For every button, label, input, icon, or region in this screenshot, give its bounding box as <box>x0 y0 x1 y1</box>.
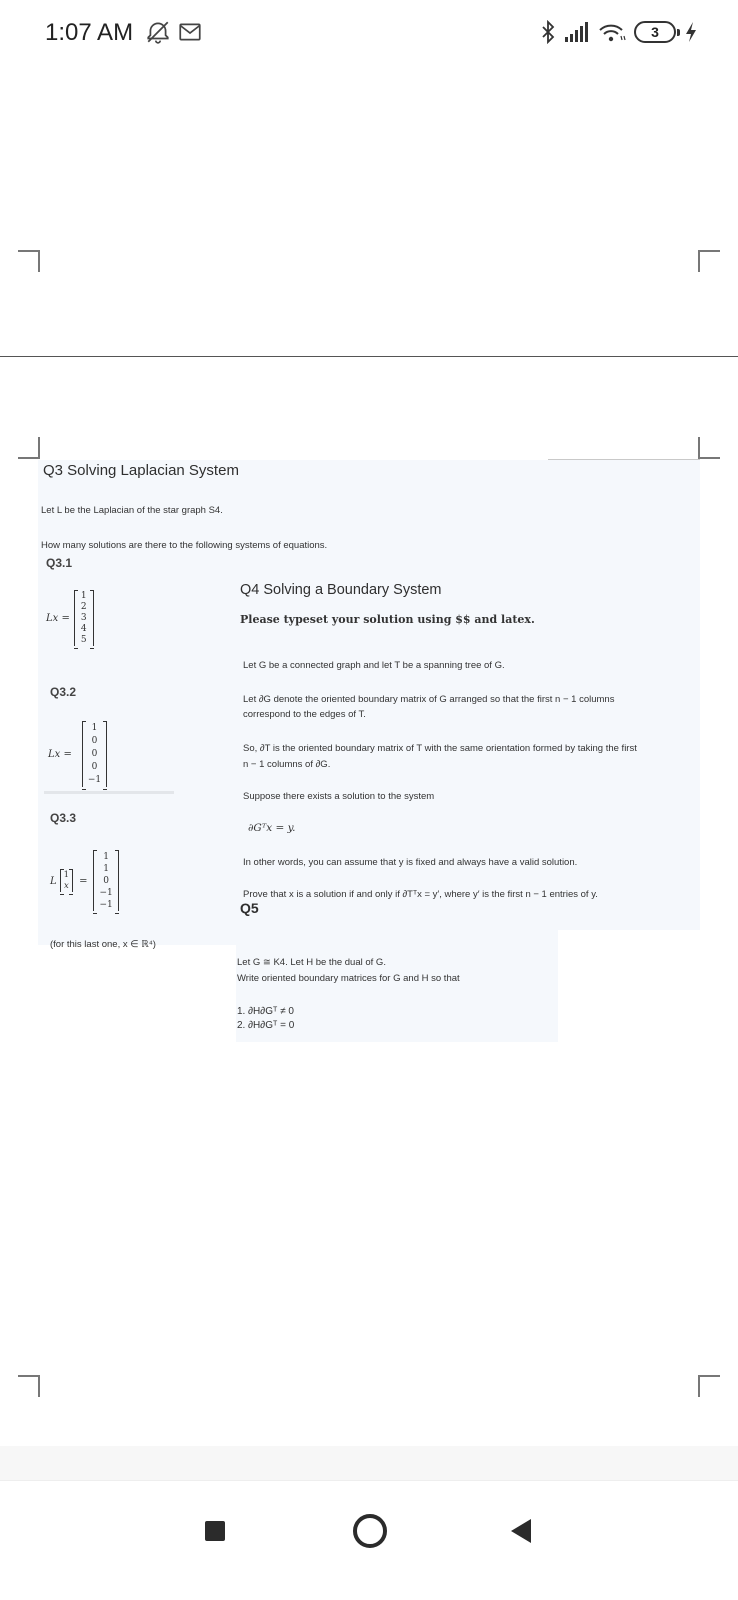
status-time: 1:07 AM <box>45 19 134 46</box>
bottom-band <box>0 1446 738 1480</box>
q4-title: Q4 Solving a Boundary System <box>240 582 442 598</box>
q32-equation <box>48 721 107 788</box>
alarm-off-icon <box>145 19 171 50</box>
vector-entry: 0 <box>91 749 98 759</box>
q33-lhs: L <box>50 875 57 887</box>
crop-corner-top-right-2[interactable] <box>698 1375 720 1397</box>
q3-question: How many solutions are there to the following systems of equations. <box>41 540 328 551</box>
crop-corner-bottom-left[interactable] <box>18 437 40 459</box>
q4-equation: ∂Gᵀx = y. <box>248 822 296 834</box>
q5-item2: 2. ∂H∂Gᵀ = 0 <box>237 1020 295 1031</box>
q33-input-vector <box>60 869 73 893</box>
q32-lhs: Lx = <box>48 749 72 760</box>
q4-line3a: So, ∂T is the oriented boundary matrix of T with the same orientation formed by taking the first <box>243 743 637 754</box>
q4-line2b: correspond to the edges of T. <box>243 709 366 720</box>
crop-corner-top-left[interactable] <box>18 250 40 272</box>
vector-entry: 0 <box>91 762 98 772</box>
q33-equals: = <box>79 875 88 887</box>
crop-corner-top-left-2[interactable] <box>18 1375 40 1397</box>
vector-entry: 0 <box>103 876 109 886</box>
q4-line1: Let G be a connected graph and let T be a spanning tree of G. <box>243 660 505 671</box>
q5-line2: Write oriented boundary matrices for G and H so that <box>237 973 460 984</box>
status-bar <box>0 0 738 66</box>
home-button[interactable] <box>353 1514 387 1548</box>
q4-line2a: Let ∂G denote the oriented boundary matrix of G arranged so that the first n − 1 columns <box>243 694 615 705</box>
q4-instruction: Please typeset your solution using $$ and latex. <box>240 613 535 626</box>
q33-note: (for this last one, x ∈ ℝ⁴) <box>50 939 156 950</box>
vector-entry: −1 <box>87 775 102 785</box>
q4-line4: Suppose there exists a solution to the system <box>243 791 435 802</box>
q4-line6: Prove that x is a solution if and only if ∂Tᵀx = y′, where y′ is the first n − 1 entries of y. <box>243 889 598 900</box>
q5-line1: Let G ≅ K4. Let H be the dual of G. <box>237 957 386 968</box>
vector-entry: 5 <box>80 635 87 645</box>
signal-icon <box>564 21 590 43</box>
q3-title: Q3 Solving Laplacian System <box>43 462 239 479</box>
q31-lhs: Lx = <box>46 613 70 624</box>
crop-divider <box>0 356 738 357</box>
vector-entry: 3 <box>80 613 87 623</box>
q31-label: Q3.1 <box>46 556 73 570</box>
vector-entry: −1 <box>99 900 113 910</box>
q32-vector <box>82 721 107 788</box>
vector-entry: x <box>63 881 69 891</box>
vector-entry: 1 <box>103 864 109 874</box>
bluetooth-icon <box>540 20 556 44</box>
q4-line3b: n − 1 columns of ∂G. <box>243 759 331 770</box>
q31-equation <box>46 590 94 647</box>
vector-entry: 4 <box>80 624 87 634</box>
q4-line5: In other words, you can assume that y is fixed and always have a valid solution. <box>243 857 578 868</box>
q33-equation <box>50 850 119 912</box>
q32-separator <box>44 791 174 794</box>
q5-title: Q5 <box>240 900 259 916</box>
crop-corner-top-right[interactable] <box>698 250 720 272</box>
q33-label: Q3.3 <box>50 811 77 825</box>
q33-vector <box>93 850 118 912</box>
q3-intro: Let L be the Laplacian of the star graph S4. <box>41 505 223 516</box>
vector-entry: −1 <box>99 888 113 898</box>
vector-entry: 1 <box>80 591 87 601</box>
q31-vector <box>74 590 94 647</box>
vector-entry: 1 <box>63 870 70 880</box>
vector-entry: 0 <box>91 736 98 746</box>
vector-entry: 2 <box>80 602 87 612</box>
back-button[interactable] <box>511 1519 531 1543</box>
wifi-icon <box>598 21 626 43</box>
vector-entry: 1 <box>91 723 98 733</box>
recents-button[interactable] <box>205 1521 225 1541</box>
gmail-icon <box>177 19 203 50</box>
charging-icon <box>684 21 698 43</box>
q5-item1: 1. ∂H∂Gᵀ ≠ 0 <box>237 1006 294 1017</box>
q32-label: Q3.2 <box>50 685 77 699</box>
crop-corner-bottom-right[interactable] <box>698 437 720 459</box>
vector-entry: 1 <box>103 852 109 862</box>
battery-icon: 3 <box>634 21 676 43</box>
